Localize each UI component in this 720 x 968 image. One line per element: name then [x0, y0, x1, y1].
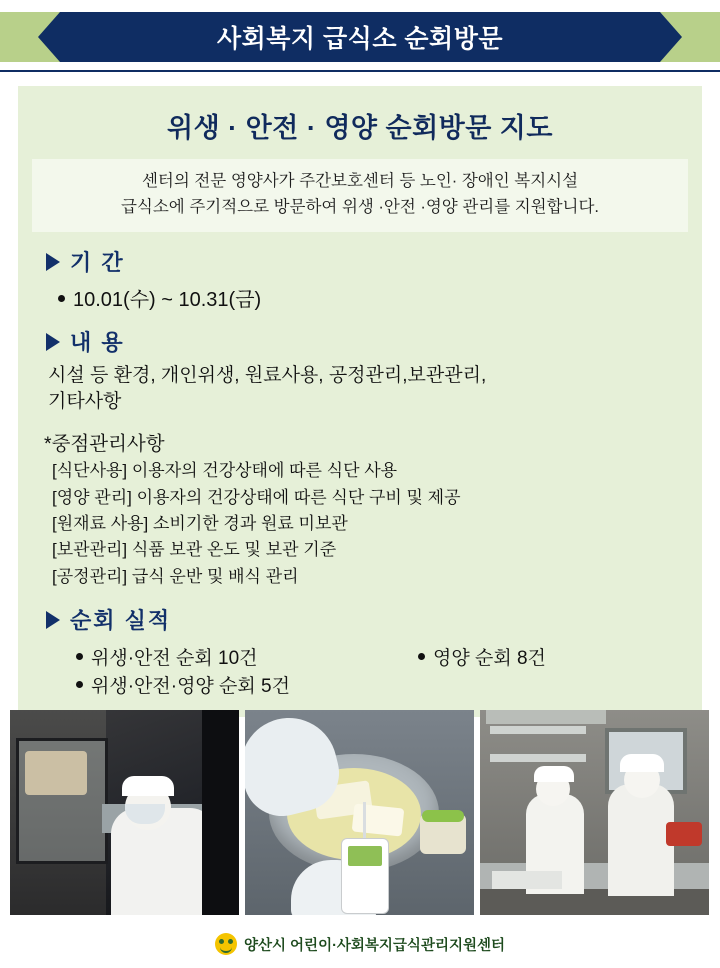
photo3-red-pot — [666, 822, 702, 846]
photo3-floor — [480, 889, 709, 915]
content-card — [18, 86, 702, 717]
header-divider — [0, 70, 720, 72]
dot-bullet-icon — [58, 295, 65, 302]
banner-ribbon — [60, 12, 660, 62]
result-text: 영양 순회 8건 — [433, 648, 546, 670]
header-banner — [0, 8, 720, 66]
intro-box — [32, 159, 688, 232]
triangle-bullet-icon — [46, 253, 60, 271]
photo1-person-body — [111, 808, 216, 915]
photo3-shelf — [490, 754, 586, 762]
photo-kitchen-staff — [480, 710, 709, 915]
section-label-period: 기 간 — [70, 250, 125, 276]
contents-line-2: 기타사항 — [48, 390, 122, 412]
dot-bullet-icon — [76, 653, 83, 660]
focus-list — [52, 458, 702, 590]
section-label-results: 순회 실적 — [70, 608, 172, 634]
section-label-contents: 내 용 — [70, 330, 125, 356]
photo2-container-lid — [422, 810, 464, 822]
result-item — [76, 671, 290, 698]
photo3-worker-cap — [620, 754, 664, 772]
contents-body — [48, 363, 678, 414]
photo1-dark-panel — [202, 710, 239, 915]
smile-icon — [220, 945, 232, 953]
photo-fridge-inspection — [10, 710, 239, 915]
photo2-tofu-block — [352, 803, 405, 836]
section-heading-period — [46, 246, 702, 277]
photo3-shelf — [490, 726, 586, 734]
results-group — [18, 641, 702, 699]
footer — [0, 933, 720, 955]
photo-strip — [10, 710, 710, 915]
section-heading-contents — [46, 326, 702, 357]
dot-bullet-icon — [418, 653, 425, 660]
triangle-bullet-icon — [46, 611, 60, 629]
photo2-thermometer — [341, 838, 389, 914]
period-value: 10.01(수) ~ 10.31(금) — [73, 289, 262, 312]
card-title: 위생 · 안전 · 영양 순회방문 지도 — [167, 113, 553, 143]
photo3-worker-body — [608, 784, 674, 896]
intro-line-2: 급식소에 주기적으로 방문하여 위생 ·안전 ·영양 관리를 지원합니다. — [120, 197, 600, 216]
photo1-hair-cap — [122, 776, 174, 796]
focus-item: [영양 관리] 이용자의 건강상태에 따른 식단 구비 및 제공 — [52, 487, 461, 507]
period-value-row — [58, 283, 702, 312]
focus-item: [보관관리] 식품 보관 온도 및 보관 기준 — [52, 540, 337, 560]
dot-bullet-icon — [76, 681, 83, 688]
contents-line-1: 시설 등 환경, 개인위생, 원료사용, 공정관리,보관관리, — [48, 365, 487, 387]
photo3-hood — [486, 710, 606, 724]
photo1-fridge-door — [16, 738, 108, 864]
photo-temperature-check — [245, 710, 474, 915]
center-logo-icon — [215, 933, 237, 955]
footer-org-name: 양산시 어린이·사회복지급식관리지원센터 — [244, 937, 505, 954]
photo3-tray — [492, 871, 562, 889]
page-title: 사회복지 급식소 순회방문 — [216, 25, 504, 53]
intro-line-1: 센터의 전문 영양사가 주간보호센터 등 노인· 장애인 복지시설 — [141, 172, 579, 190]
result-text: 위생·안전·영양 순회 5건 — [91, 676, 290, 698]
focus-item: [식단사용] 이용자의 건강상태에 따른 식단 사용 — [52, 461, 398, 481]
photo3-worker-cap — [534, 766, 574, 782]
focus-title: *중점관리사항 — [44, 433, 165, 456]
poster-page — [0, 8, 720, 968]
triangle-bullet-icon — [46, 333, 60, 351]
result-text: 위생·안전 순회 10건 — [91, 648, 258, 670]
focus-item: [원재료 사용] 소비기한 경과 원료 미보관 — [52, 514, 348, 534]
result-item — [76, 643, 258, 670]
photo2-thermometer-display — [348, 846, 382, 866]
result-item — [418, 643, 546, 670]
focus-item: [공정관리] 급식 운반 및 배식 관리 — [52, 566, 299, 586]
section-heading-results — [46, 604, 702, 635]
